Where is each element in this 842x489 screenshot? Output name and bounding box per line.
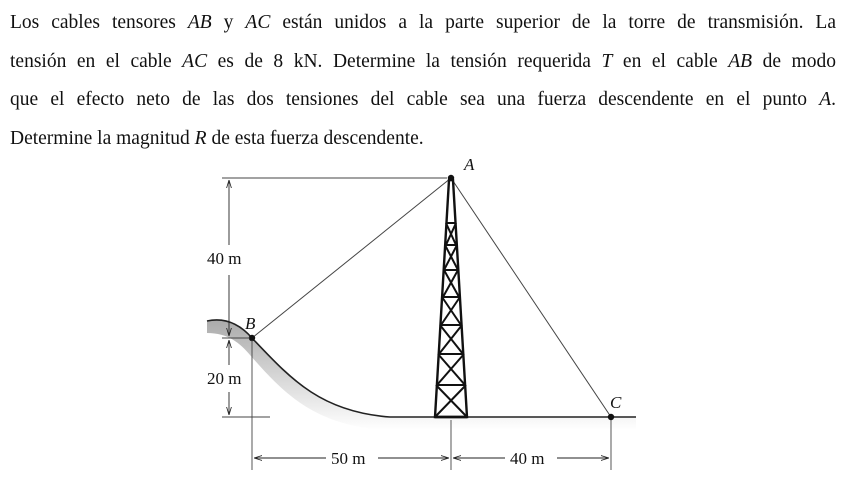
transmission-tower: [435, 180, 467, 417]
label-a: A: [464, 155, 475, 174]
cable-ab: [252, 178, 451, 338]
dim-label-50m: 50 m: [331, 449, 366, 468]
dim-label-40m-horizontal: 40 m: [510, 449, 545, 468]
problem-line-4: Determine la magnitud R de esta fuerza descendente.: [10, 127, 424, 149]
label-c: C: [610, 393, 622, 412]
problem-line-3: que el efecto neto de las dos tensiones del cable sea una fuerza descendente en el punto A.: [10, 89, 836, 110]
point-a: [448, 175, 454, 181]
cable-ac: [451, 178, 611, 417]
problem-line-1: Los cables tensores AB y AC están unidos a la parte superior de la torre de transmisión. La: [10, 12, 836, 33]
dim-label-40m: 40 m: [207, 249, 242, 268]
point-c: [608, 414, 614, 420]
label-b: B: [245, 314, 256, 333]
dim-label-20m: 20 m: [207, 369, 242, 388]
ground-shading: [207, 320, 636, 430]
problem-line-2: tensión en el cable AC es de 8 kN. Determine la tensión requerida T en el cable AB de modo: [10, 50, 836, 72]
